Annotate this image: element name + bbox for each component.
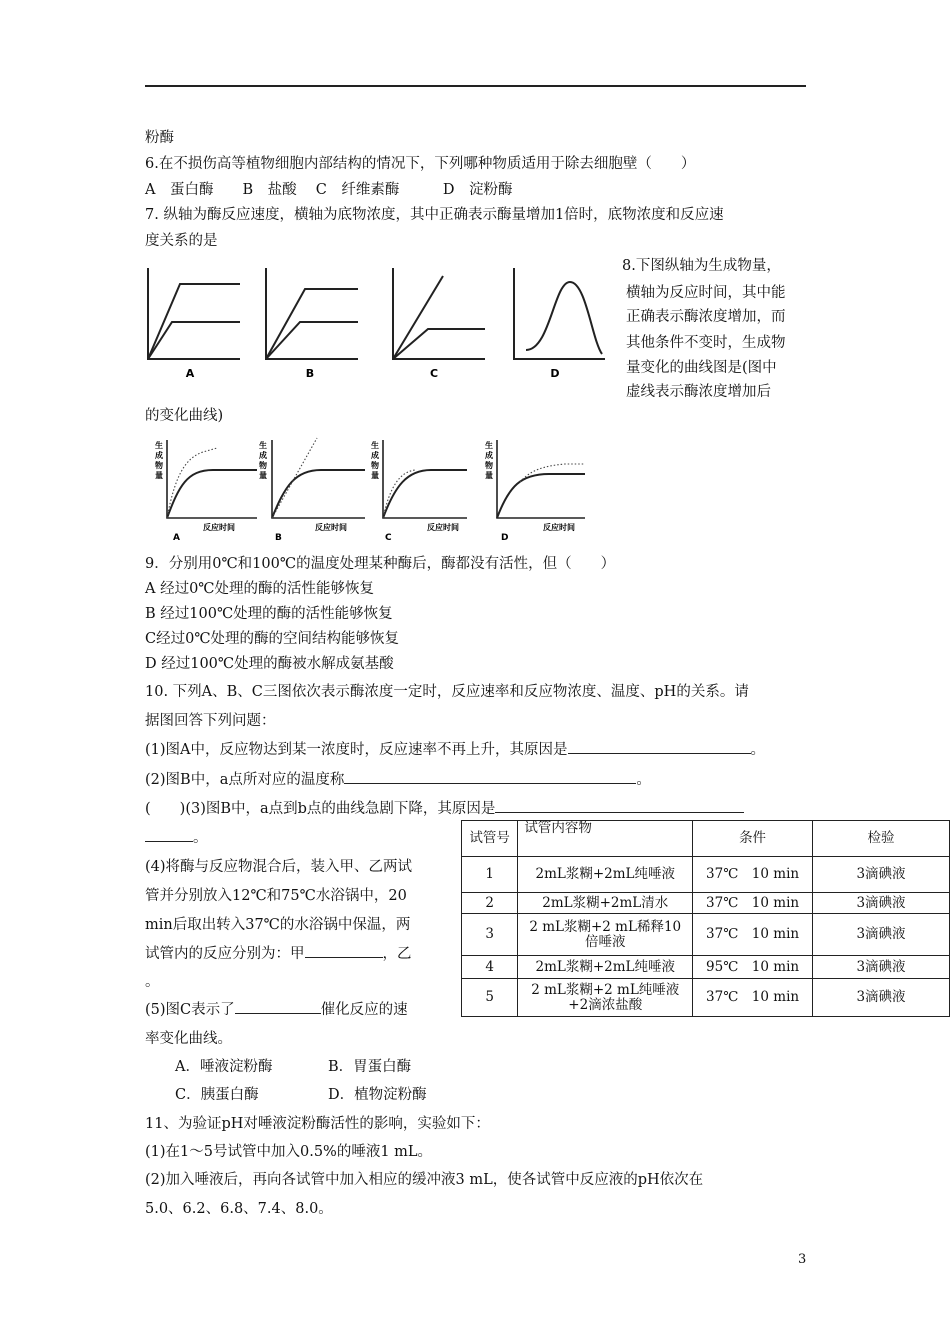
q10-part4-line5: 。 (145, 974, 160, 990)
q8-line7: 的变化曲线) (145, 408, 224, 424)
answer-blank-2 (344, 769, 636, 784)
q10-part4-line2: 管并分别放入12℃和75℃水浴锅中，20 (145, 888, 407, 904)
table-row: 1 2mL浆糊+2mL纯唾液 37℃ 10 min 3滴碘液 (462, 857, 950, 893)
svg-text:量: 量 (485, 471, 493, 480)
q10-stem-line2: 据图回答下列问题： (145, 713, 276, 729)
top-fragment: 粉酶 (145, 130, 174, 146)
svg-text:量: 量 (259, 471, 267, 480)
header-test: 检验 (812, 821, 949, 857)
table-header-row (462, 821, 950, 857)
q11-step1: (1)在1～5号试管中加入0.5%的唾液1 mL。 (145, 1144, 433, 1160)
experiment-table (461, 820, 950, 1017)
answer-blank-3b (145, 827, 193, 842)
q8-line2: 横轴为反应时间，其中能 (626, 285, 786, 301)
svg-text:反应时间: 反应时间 (203, 523, 235, 532)
q10-part4-line4: 试管内的反应分别为：甲 ，乙 (145, 942, 412, 963)
q9-option-d: D 经过100℃处理的酶被水解成氨基酸 (145, 656, 394, 672)
q11-step2-line1: (2)加入唾液后，再向各试管中加入相应的缓冲液3 mL，使各试管中反应液的pH依次在 (145, 1172, 704, 1188)
svg-text:量: 量 (371, 471, 379, 480)
q7-figure (140, 262, 615, 387)
svg-text:成: 成 (155, 451, 163, 460)
table-row: 4 2mL浆糊+2mL纯唾液 95℃ 10 min 3滴碘液 (462, 956, 950, 979)
q7-stem-line1: 7. 纵轴为酶反应速度，横轴为底物浓度，其中正确表示酶量增加1倍时，底物浓度和反应速 (145, 207, 724, 223)
multiline-cell: 2 mL浆糊+2 mL稀释10 倍唾液 (518, 914, 693, 956)
q10-part5-line2: 率变化曲线。 (145, 1031, 232, 1047)
svg-text:成: 成 (485, 451, 493, 460)
svg-text:生: 生 (259, 441, 267, 450)
q9-stem: 9．分别用0℃和100℃的温度处理某种酶后，酶都没有活性，但（ ） (145, 556, 616, 572)
q8-graph-b (259, 438, 365, 543)
q11-stem: 11、为验证pH对唾液淀粉酶活性的影响，实验如下： (145, 1116, 490, 1132)
q7-stem-line2: 度关系的是 (145, 233, 218, 249)
q10-part4-line3: min后取出转入37℃的水浴锅中保温，两 (145, 917, 411, 933)
q9-option-b: B 经过100℃处理的酶的活性能够恢复 (145, 606, 393, 622)
answer-blank-1 (568, 739, 751, 754)
q7-label-b: B (305, 367, 315, 380)
q6-stem: 6.在不损伤高等植物细胞内部结构的情况下，下列哪种物质适用于除去细胞壁（ ） (145, 156, 696, 172)
q9-option-c: C经过0℃处理的酶的空间结构能够恢复 (145, 631, 400, 647)
q8-line1: 8.下图纵轴为生成物量， (622, 258, 781, 274)
q8-graph-a (155, 440, 257, 543)
q10-part3: ( )(3)图B中，a点到b点的曲线急剧下降，其原因是 (145, 797, 744, 818)
svg-text:反应时间: 反应时间 (315, 523, 347, 532)
q10-part5-line1: (5)图C表示了 催化反应的速 (145, 998, 408, 1019)
q8-figure (145, 436, 620, 546)
multiline-cell: 2 mL浆糊+2 mL纯唾液 +2滴浓盐酸 (518, 979, 693, 1017)
svg-text:生: 生 (485, 441, 493, 450)
q7-graph-d (514, 268, 605, 359)
header-contents: 试管内容物 (518, 821, 693, 857)
q8-line4: 其他条件不变时，生成物 (626, 335, 786, 351)
svg-text:生: 生 (155, 441, 163, 450)
q7-graph-c (393, 268, 485, 359)
svg-text:成: 成 (259, 451, 267, 460)
q8-line6: 虚线表示酶浓度增加后 (626, 384, 771, 400)
table-row: 5 2 mL浆糊+2 mL纯唾液 +2滴浓盐酸 37℃ 10 min 3滴碘液 (462, 979, 950, 1017)
table-row: 3 2 mL浆糊+2 mL稀释10 倍唾液 37℃ 10 min 3滴碘液 (462, 914, 950, 956)
q10-part1: (1)图A中，反应物达到某一浓度时，反应速率不再上升，其原因是 。 (145, 738, 765, 759)
q10-option-c: C．胰蛋白酶 (175, 1087, 259, 1103)
header-tube-no: 试管号 (462, 821, 518, 857)
q6-options: A 蛋白酶 B 盐酸 C 纤维素酶 D 淀粉酶 (145, 182, 513, 198)
q8-line3: 正确表示酶浓度增加，而 (626, 309, 786, 325)
answer-blank-5 (235, 999, 321, 1014)
svg-text:反应时间: 反应时间 (543, 523, 575, 532)
q8-line5: 量变化的曲线图是(图中 (626, 360, 777, 376)
svg-text:A: A (173, 533, 180, 543)
q10-option-a: A．唾液淀粉酶 (175, 1059, 273, 1075)
svg-text:生: 生 (371, 441, 379, 450)
svg-text:物: 物 (155, 461, 163, 470)
q10-option-b: B．胃蛋白酶 (328, 1059, 412, 1075)
q9-option-a: A 经过0℃处理的酶的活性能够恢复 (145, 581, 375, 597)
svg-text:C: C (385, 533, 392, 543)
q7-label-d: D (550, 367, 560, 380)
svg-text:量: 量 (155, 471, 163, 480)
header-rule (145, 85, 806, 87)
answer-blank-3 (495, 798, 744, 813)
answer-blank-4a (305, 943, 383, 958)
q10-part2: (2)图B中，a点所对应的温度称 。 (145, 768, 651, 789)
q10-option-d: D．植物淀粉酶 (328, 1087, 427, 1103)
q11-step2-line2: 5.0、6.2、6.8、7.4、8.0。 (145, 1201, 333, 1217)
header-condition: 条件 (693, 821, 813, 857)
q7-label-c: C (429, 367, 439, 380)
svg-text:反应时间: 反应时间 (427, 523, 459, 532)
q7-label-a: A (185, 367, 195, 380)
svg-text:物: 物 (371, 461, 379, 470)
svg-text:B: B (275, 533, 282, 543)
svg-text:成: 成 (371, 451, 379, 460)
q8-graph-c (371, 440, 467, 543)
page-number: 3 (798, 1252, 807, 1267)
q10-part3-cont: 。 (145, 826, 208, 847)
q10-stem-line1: 10. 下列A、B、C三图依次表示酶浓度一定时，反应速率和反应物浓度、温度、pH的关系。请 (145, 684, 749, 700)
table-row: 2 2mL浆糊+2mL清水 37℃ 10 min 3滴碘液 (462, 893, 950, 914)
svg-text:物: 物 (485, 461, 493, 470)
q8-graph-d (485, 440, 585, 543)
q7-graph-a (148, 268, 240, 359)
svg-text:物: 物 (259, 461, 267, 470)
q10-part4-line1: (4)将酶与反应物混合后，装入甲、乙两试 (145, 859, 413, 875)
q7-graph-b (266, 268, 358, 359)
svg-text:D: D (501, 533, 509, 543)
